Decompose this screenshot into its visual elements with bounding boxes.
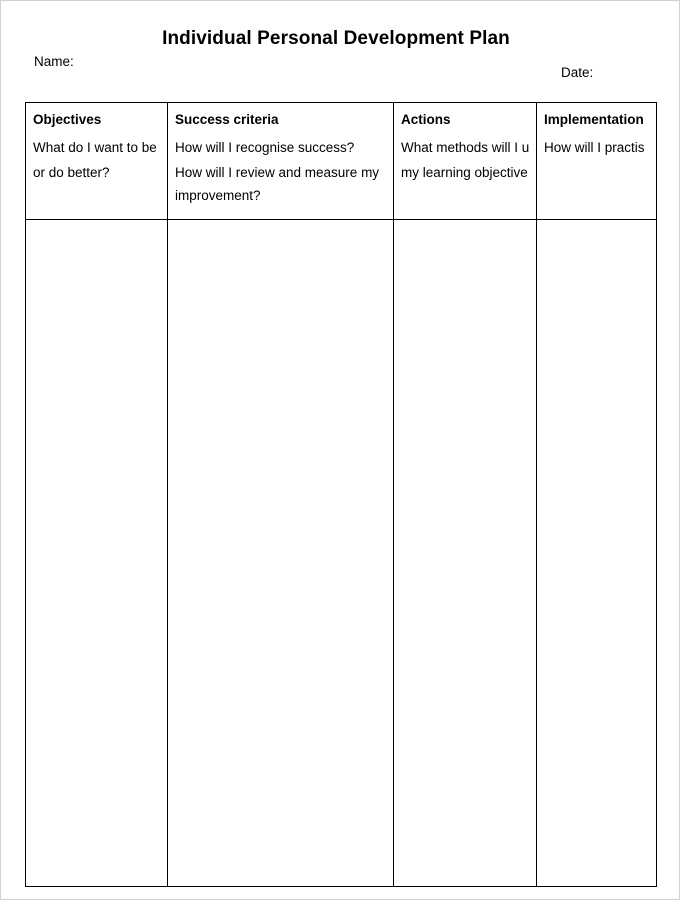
column-heading: Implementation [544,112,644,127]
objectives-entry-cell[interactable] [26,220,167,886]
header-cell-objectives [26,103,167,219]
column-heading: Objectives [33,112,102,127]
header-cell-success-criteria [168,103,393,219]
implementation-entry-cell[interactable] [537,220,656,886]
column-prompt-line: What do I want to be [33,140,157,155]
column-actions [394,103,537,886]
column-prompt-line: How will I review and measure my [175,165,380,180]
actions-entry-cell[interactable] [394,220,536,886]
success-criteria-entry-cell[interactable] [168,220,393,886]
column-prompt-line: How will I practis [544,140,645,155]
page-title: Individual Personal Development Plan [162,28,510,49]
name-label: Name: [34,54,74,69]
header-cell-implementation [537,103,656,219]
column-prompt-line: What methods will I u [401,140,530,155]
date-label: Date: [561,65,594,80]
header-divider [26,219,656,220]
column-success-criteria [168,103,394,886]
column-prompt-line: How will I recognise success? [175,140,355,155]
column-prompt-line: improvement? [175,188,261,203]
column-prompt-line: my learning objective [401,165,528,180]
development-plan-table [25,102,657,887]
column-implementation [537,103,656,886]
column-heading: Actions [401,112,451,127]
column-heading: Success criteria [175,112,279,127]
header-cell-actions [394,103,536,219]
column-prompt-line: or do better? [33,165,110,180]
column-objectives [26,103,168,886]
